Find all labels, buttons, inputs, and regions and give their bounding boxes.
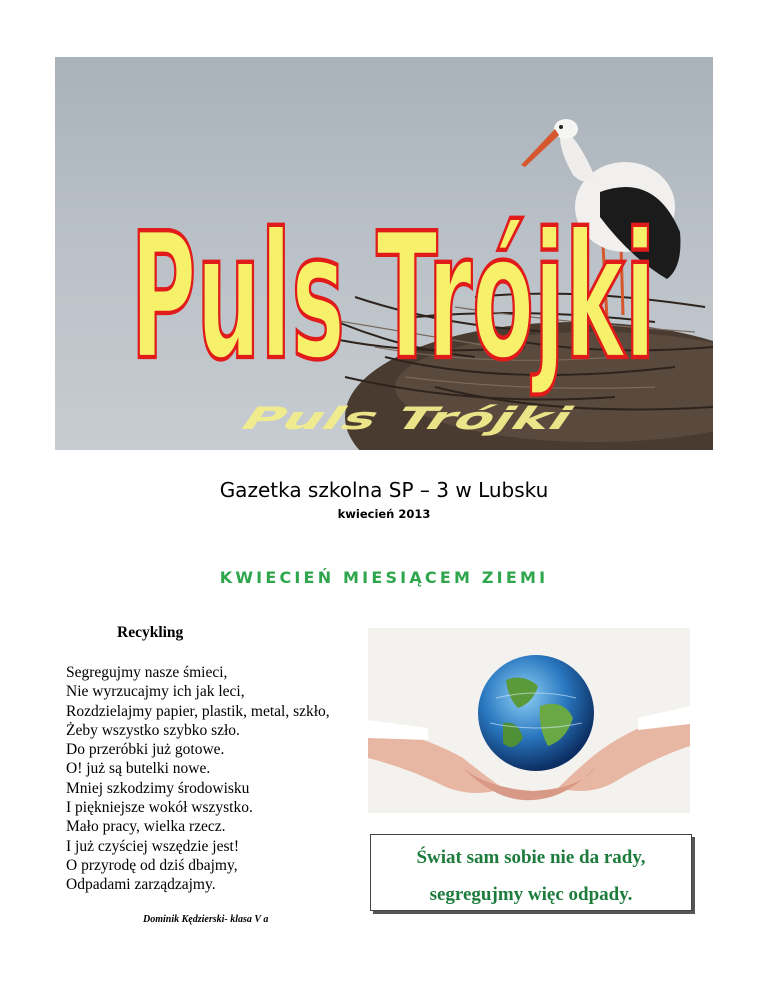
cover-photo xyxy=(55,57,713,450)
poem-line: O! już są butelki nowe. xyxy=(66,760,211,778)
globe xyxy=(464,641,608,785)
poem-line: I już czyściej wszędzie jest! xyxy=(66,837,239,855)
poem-line: I piękniejsze wokół wszystko. xyxy=(66,799,253,817)
cover-title: Puls Trójki xyxy=(130,194,656,399)
poem-line: Mało pracy, wielka rzecz. xyxy=(66,818,226,836)
hands-globe-photo xyxy=(368,628,690,813)
slogan-box xyxy=(370,834,692,911)
poem-line: Nie wyrzucajmy ich jak leci, xyxy=(66,683,245,701)
issue-date: kwiecień 2013 xyxy=(337,507,431,521)
poem-line: Mniej szkodzimy środowisku xyxy=(66,779,250,797)
poem-line: Odpadami zarządzajmy. xyxy=(66,876,216,894)
slogan-line-1: Świat sam sobie nie da rady, xyxy=(416,847,646,868)
poem-line: Segregujmy nasze śmieci, xyxy=(66,664,228,681)
poem-line: Żeby wszystko szybko szło. xyxy=(66,721,240,739)
poem-line: O przyrodę od dziś dbajmy, xyxy=(66,856,238,874)
poem-title: Recykling xyxy=(117,624,184,641)
poem-body xyxy=(66,663,330,895)
cover-title-reflection: Puls Trójki xyxy=(231,401,583,437)
section-heading: KWIECIEŃ MIESIĄCEM ZIEMI xyxy=(219,568,549,587)
stork-nest-illustration xyxy=(55,57,713,450)
poem-line: Rozdzielajmy papier, plastik, metal, szkło, xyxy=(66,702,330,720)
slogan-line-2: segregujmy więc odpady. xyxy=(429,884,633,905)
poem-author: Dominik Kędzierski- klasa V a xyxy=(143,914,269,925)
hands-globe-illustration xyxy=(368,628,690,813)
newsletter-subtitle: Gazetka szkolna SP – 3 w Lubsku xyxy=(219,478,549,502)
poem-line: Do przeróbki już gotowe. xyxy=(66,741,225,759)
